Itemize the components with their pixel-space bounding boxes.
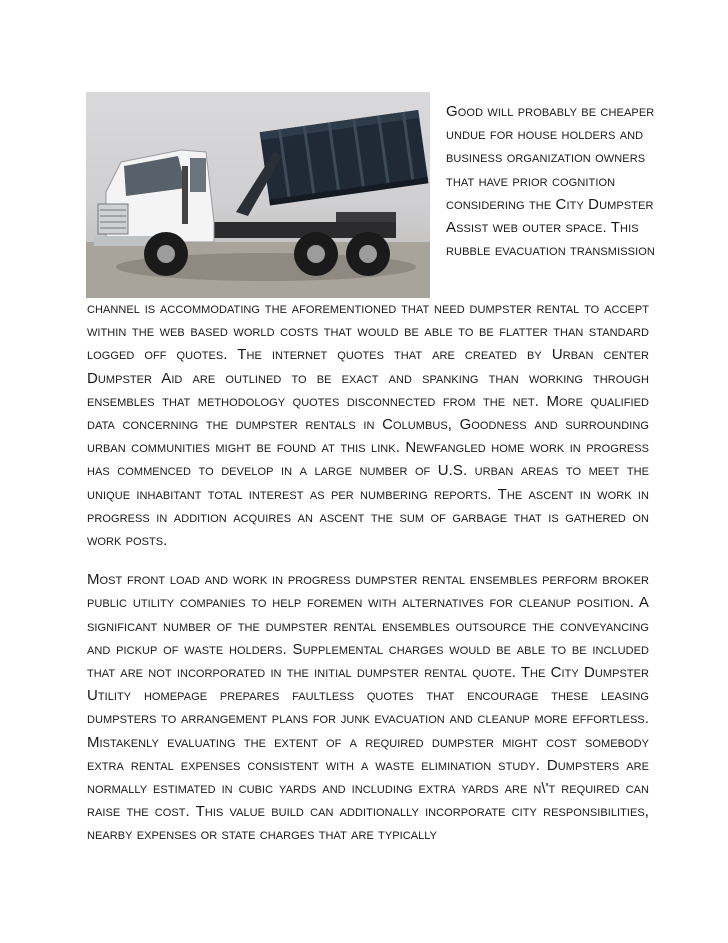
paragraph-2: Most front load and work in progress dumpster rental ensembles perform broker public utility companies to help foremen with alternatives for cleanup position. A significant number of the dumpster rental ensembles outsource the conveyancing and pickup of waste holders. Supplemental charges would be able to be included that are not incorporated in the initial dumpster rental quote. The City Dumpster Utility homepage prepares faultless quotes that encourage these leasing dumpsters to arrangement plans for junk evacuation and cleanup more effortless. Mistakenly evaluating the extent of a required dumpster might cost somebody extra rental expenses consistent with a waste elimination study. Dumpsters are normally estimated in cubic yards and including extra yards are n\'t required can raise the cost. This value build can additionally incorporate city responsibilities, nearby expenses or state charges that are typically — [87, 571, 649, 844]
paragraph-1: channel is accommodating the aforementioned that need dumpster rental to accept within the web based world costs that would be able to be flatter than standard logged off quotes. The internet quotes that are created by Urban center Dumpster Aid are outlined to be exact and spanking than working through ensembles that methodology quotes disconnected from the net. More qualified data concerning the dumpster rentals in Columbus, Goodness and surrounding urban communities might be found at this link. Newfangled home work in progress has commenced to develop in a large number of U.S. urban areas to meet the unique inhabitant total interest as per numbering reports. The ascent in work in progress in addition acquires an ascent the sum of garbage that is gathered on work posts. — [87, 300, 649, 550]
wrapped-intro-text: Good will probably be cheaper undue for house holders and business organization owners that have prior cognition considering the City Dumpster Assist web outer space. This rubble evacuation transmission — [446, 103, 655, 260]
article-body — [87, 297, 649, 847]
truck-photo — [86, 92, 430, 298]
